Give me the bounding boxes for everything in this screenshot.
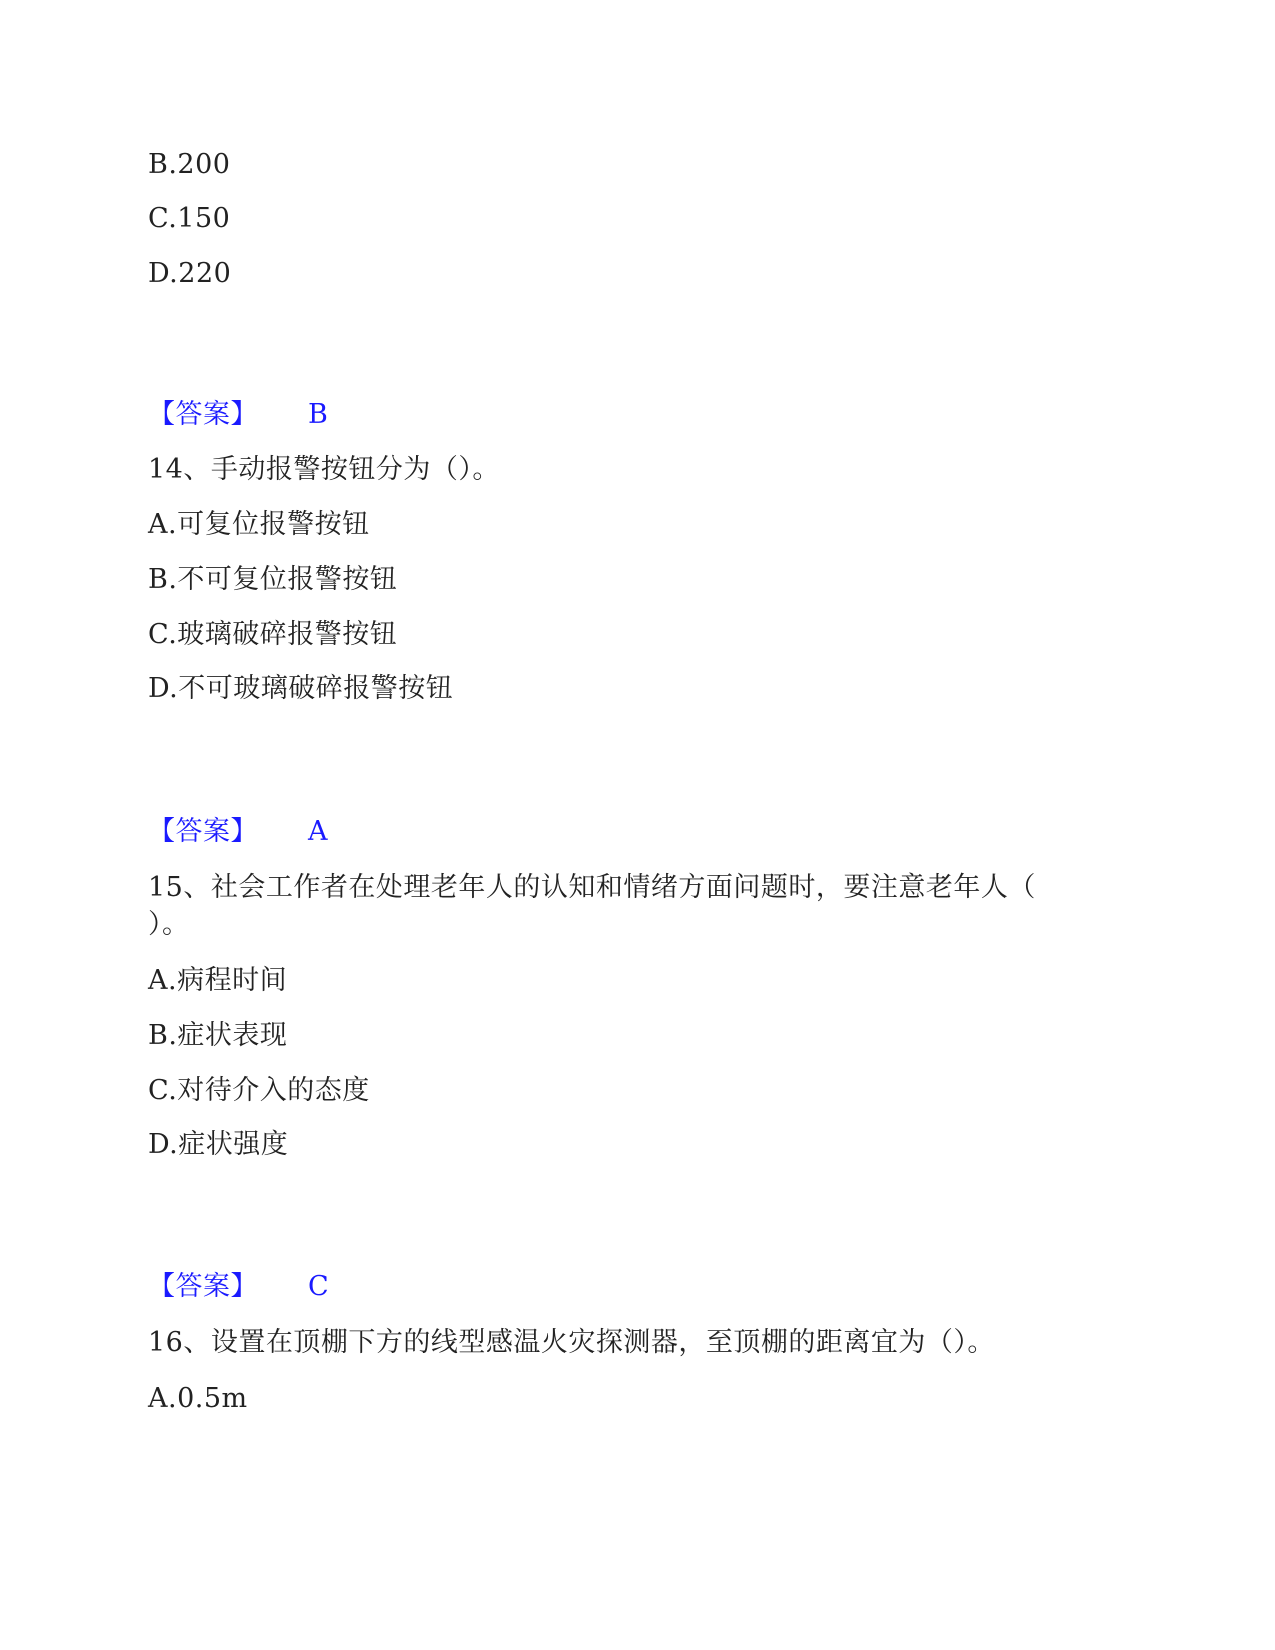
q14-option-a: A.可复位报警按钮	[148, 509, 370, 540]
answer-label: 【答案】	[148, 1271, 258, 1302]
answer-label: 【答案】	[148, 816, 258, 847]
answer-value: B	[308, 399, 329, 430]
q15-stem-line1: 15、社会工作者在处理老年人的认知和情绪方面问题时，要注意老年人（	[148, 872, 1036, 903]
q15-option-a: A.病程时间	[148, 965, 288, 996]
q16-stem: 16、设置在顶棚下方的线型感温火灾探测器，至顶棚的距离宜为（）。	[148, 1327, 995, 1358]
q14-option-c: C.玻璃破碎报警按钮	[148, 619, 398, 650]
q16-option-a: A.0.5m	[148, 1383, 248, 1414]
q14-option-d: D.不可玻璃破碎报警按钮	[148, 673, 454, 704]
q13-option-c: C.150	[148, 203, 231, 234]
answer-value: C	[308, 1271, 330, 1302]
q14-option-b: B.不可复位报警按钮	[148, 564, 398, 595]
q13-option-b: B.200	[148, 149, 231, 180]
q15-option-b: B.症状表现	[148, 1020, 288, 1051]
answer-value: A	[308, 816, 328, 847]
q13-option-d: D.220	[148, 258, 232, 289]
q14-stem: 14、手动报警按钮分为（）。	[148, 454, 500, 485]
q15-option-c: C.对待介入的态度	[148, 1075, 370, 1106]
answer-label: 【答案】	[148, 399, 258, 430]
q13-answer	[148, 398, 328, 432]
q15-option-d: D.症状强度	[148, 1129, 289, 1160]
q15-stem-line2: ）。	[148, 909, 190, 940]
q15-answer	[148, 1270, 329, 1304]
q14-answer	[148, 815, 328, 849]
